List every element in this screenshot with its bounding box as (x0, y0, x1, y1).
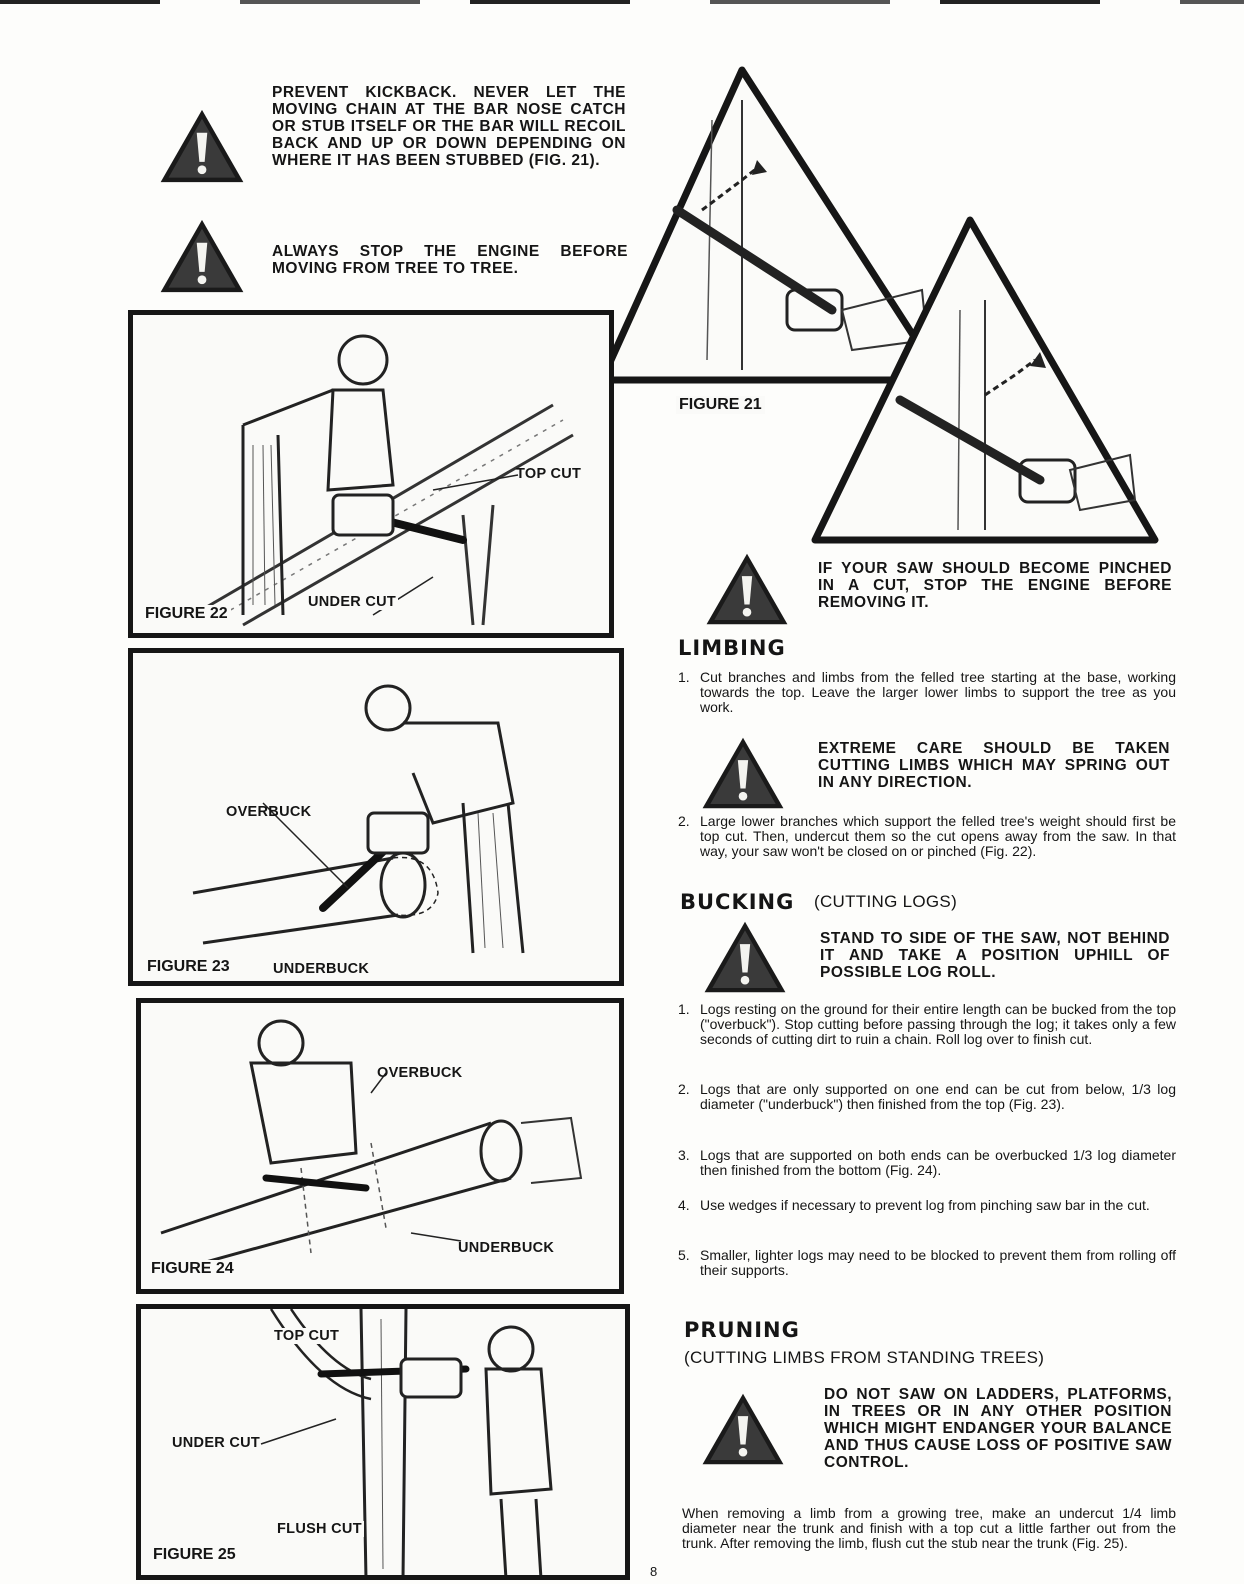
limbing-item-number: 1. (678, 669, 690, 685)
warning-icon (702, 918, 788, 996)
callout-top-cut: TOP CUT (516, 466, 582, 482)
bucking-item-text: Logs that are only supported on one end can be cut from below, 1/3 log diameter ("underbuck") then finished from the top (Fig. 23). (700, 1081, 1176, 1112)
warning-limbs-spring: EXTREME CARE SHOULD BE TAKEN CUTTING LIMBS WHICH MAY SPRING OUT IN ANY DIRECTION. (818, 740, 1170, 791)
bucking-item-number: 4. (678, 1197, 690, 1213)
callout-flush-cut: FLUSH CUT (277, 1521, 362, 1537)
page-number: 8 (650, 1564, 658, 1579)
limbing-heading: LIMBING (678, 636, 786, 660)
warning-stand-side: STAND TO SIDE OF THE SAW, NOT BEHIND IT AND TAKE A POSITION UPHILL OF POSSIBLE LOG ROLL. (820, 930, 1170, 981)
warning-stop-engine: ALWAYS STOP THE ENGINE BEFORE MOVING FROM TREE TO TREE. (272, 243, 628, 277)
figure-24-label: FIGURE 24 (148, 1260, 237, 1278)
bucking-item-2 (678, 1081, 1176, 1112)
pruning-body: When removing a limb from a growing tree, make an undercut 1/4 limb diameter near the trunk and finish with a top cut a little farther out from the trunk. After removing the limb, flush cut the stub near the trunk (Fig. 25). (682, 1505, 1176, 1551)
warning-icon (700, 734, 786, 812)
callout-under-cut: UNDER CUT (308, 594, 397, 610)
limbing-item-number: 2. (678, 813, 690, 829)
bucking-item-text: Logs resting on the ground for their entire length can be bucked from the top ("overbuck"). Stop cutting before passing through the log; it takes only a few seconds of cutting dirt to ruin a chain. Roll log over to finish cut. (700, 1001, 1176, 1047)
callout-overbuck: OVERBUCK (226, 804, 312, 820)
figure-25-label: FIGURE 25 (150, 1546, 239, 1564)
limbing-item-text: Cut branches and limbs from the felled tree starting at the base, working towards the top. Leave the larger lower limbs to support the tree as you work. (700, 669, 1176, 715)
limbing-item-text: Large lower branches which support the felled tree's weight should first be top cut. Then, undercut them so the cut opens away from the saw. In that way, your saw won't be closed on or pinched (Fig. 22). (700, 813, 1176, 859)
warning-pinched: IF YOUR SAW SHOULD BECOME PINCHED IN A CUT, STOP THE ENGINE BEFORE REMOVING IT. (818, 560, 1172, 611)
bucking-item-1 (678, 1001, 1176, 1047)
bucking-item-number: 3. (678, 1147, 690, 1163)
callout-top-cut: TOP CUT (274, 1328, 340, 1344)
warning-icon (158, 216, 246, 296)
limbing-item-2 (678, 813, 1176, 859)
pruning-heading: PRUNING (684, 1318, 800, 1342)
warning-kickback: PREVENT KICKBACK. NEVER LET THE MOVING CHAIN AT THE BAR NOSE CATCH OR STUB ITSELF OR THE BAR WILL RECOIL BACK AND UP OR DOWN DEPENDING ON WHERE IT HAS BEEN STUBBED (FIG. 21). (272, 84, 626, 169)
warning-icon (704, 550, 790, 628)
bucking-item-number: 5. (678, 1247, 690, 1263)
bucking-item-number: 1. (678, 1001, 690, 1017)
figure-22-label: FIGURE 22 (142, 605, 231, 623)
callout-underbuck: UNDERBUCK (458, 1240, 555, 1256)
bucking-item-text: Logs that are supported on both ends can be overbucked 1/3 log diameter then finished from the bottom (Fig. 24). (700, 1147, 1176, 1178)
warning-icon (700, 1390, 786, 1468)
limbing-item-1 (678, 669, 1176, 715)
top-border (0, 0, 1244, 4)
bucking-subheading: (CUTTING LOGS) (814, 892, 958, 911)
bucking-item-number: 2. (678, 1081, 690, 1097)
figure-23 (128, 648, 624, 986)
bucking-item-4 (678, 1197, 1176, 1213)
bucking-item-5 (678, 1247, 1176, 1278)
callout-underbuck: UNDERBUCK (273, 961, 370, 977)
figure-23-illustration (133, 653, 623, 983)
warning-ladders: DO NOT SAW ON LADDERS, PLATFORMS, IN TREES OR IN ANY OTHER POSITION WHICH MIGHT ENDANGER YOUR BALANCE AND THUS CAUSE LOSS OF POSITIVE SAW CONTROL. (824, 1386, 1172, 1471)
bucking-item-text: Smaller, lighter logs may need to be blocked to prevent them from rolling off their supports. (700, 1247, 1176, 1278)
bucking-item-3 (678, 1147, 1176, 1178)
figure-23-label: FIGURE 23 (144, 958, 233, 976)
pruning-subheading: (CUTTING LIMBS FROM STANDING TREES) (684, 1348, 1045, 1367)
callout-under-cut: UNDER CUT (172, 1435, 261, 1451)
warning-icon (158, 106, 246, 186)
figure-21-label: FIGURE 21 (676, 396, 765, 414)
bucking-item-text: Use wedges if necessary to prevent log from pinching saw bar in the cut. (700, 1197, 1150, 1213)
bucking-heading: BUCKING (680, 890, 795, 914)
callout-overbuck: OVERBUCK (377, 1065, 463, 1081)
figure-21-illustration-b (800, 210, 1200, 570)
